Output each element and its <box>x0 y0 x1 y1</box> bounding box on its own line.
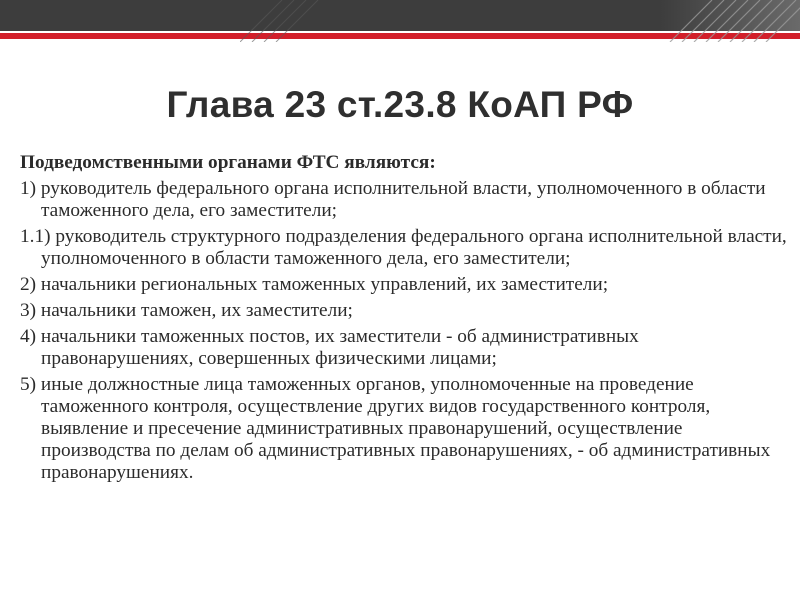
slide-title: Глава 23 ст.23.8 КоАП РФ <box>166 84 634 125</box>
list-item: 4) начальники таможенных постов, их заместители - об административных правонарушениях, совершенных физическими лицами; <box>20 326 639 369</box>
decorative-lines-left <box>240 0 380 42</box>
list-item: 1.1) руководитель структурного подразделения федерального органа исполнительной власти, уполномоченного в области таможенного дела, его заместители; <box>20 226 787 269</box>
list-item: 2) начальники региональных таможенных управлений, их заместители; <box>20 274 609 295</box>
list-item: 3) начальники таможен, их заместители; <box>20 300 353 321</box>
list-item: 5) иные должностные лица таможенных органов, уполномоченные на проведение таможенного контроля, осуществление других видов государственного контроля, выявление и пресечение административных правонарушений, осуществление производства по делам об административных правонарушениях, - об административных правонарушениях. <box>20 374 771 483</box>
slide-body <box>20 152 790 488</box>
decorative-lines-right <box>660 0 800 42</box>
list-item: 1) руководитель федерального органа исполнительной власти, уполномоченного в области таможенного дела, его заместители; <box>20 178 766 221</box>
body-heading: Подведомственными органами ФТС являются: <box>20 152 436 173</box>
